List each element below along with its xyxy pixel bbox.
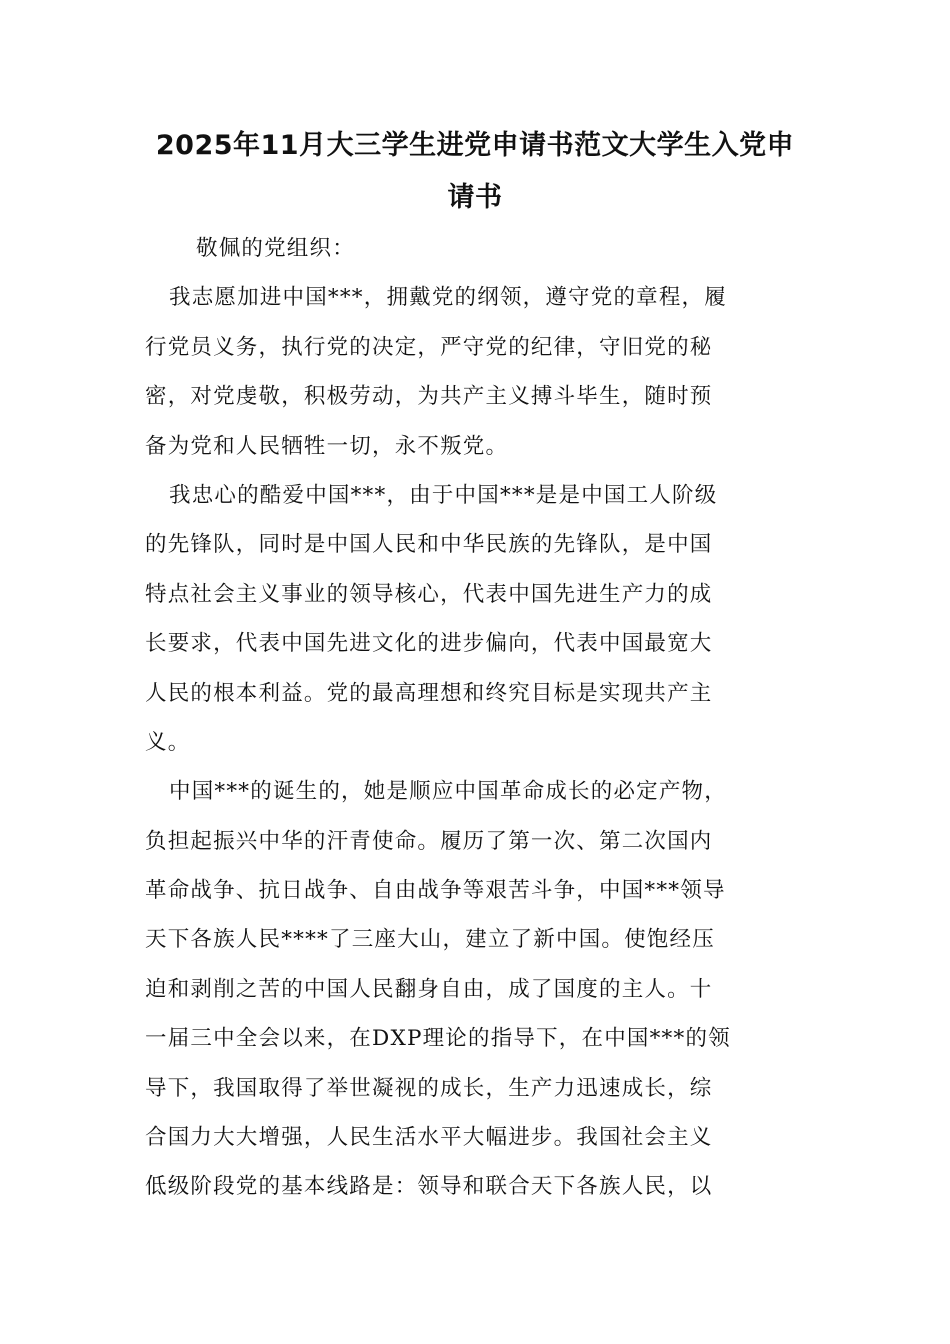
paragraph-3-line-5: 迫和剥削之苦的中国人民翻身自由，成了国度的主人。十 xyxy=(145,976,713,1002)
paragraph-3-line-1: 中国***的诞生的，她是顺应中国革命成长的必定产物， xyxy=(169,779,727,805)
paragraph-3-line-7: 导下，我国取得了举世凝视的成长，生产力迅速成长，综 xyxy=(145,1075,713,1101)
title-line-2: 请书 xyxy=(447,182,503,213)
salutation: 敬佩的党组织： xyxy=(196,236,355,261)
document-body xyxy=(145,224,805,1212)
paragraph-2-line-1: 我忠心的酷爱中国***，由于中国***是是中国工人阶级 xyxy=(169,482,718,508)
document-title xyxy=(130,120,820,224)
title-line-1: 2025年11月大三学生进党申请书范文大学生入党申 xyxy=(155,130,795,161)
paragraph-2-line-3: 特点社会主义事业的领导核心，代表中国先进生产力的成 xyxy=(145,581,713,607)
paragraph-3-line-6: 一届三中全会以来，在DXP理论的指导下，在中国***的领 xyxy=(145,1026,731,1052)
paragraph-3-line-9: 低级阶段党的基本线路是：领导和联合天下各族人民，以 xyxy=(145,1174,713,1200)
paragraph-1-line-1: 我志愿加进中国***，拥戴党的纲领，遵守党的章程，履 xyxy=(169,285,727,311)
paragraph-3-line-8: 合国力大大增强，人民生活水平大幅进步。我国社会主义 xyxy=(145,1125,713,1151)
paragraph-3-line-2: 负担起振兴中华的汗青使命。履历了第一次、第二次国内 xyxy=(145,828,713,854)
paragraph-1-line-2: 行党员义务，执行党的决定，严守党的纪律，守旧党的秘 xyxy=(145,334,713,360)
paragraph-2-line-4: 长要求，代表中国先进文化的进步偏向，代表中国最宽大 xyxy=(145,631,713,657)
paragraph-1-line-4: 备为党和人民牺牲一切，永不叛党。 xyxy=(145,433,509,459)
paragraph-3-line-4: 天下各族人民****了三座大山，建立了新中国。使饱经压 xyxy=(145,927,715,953)
paragraph-2-line-5: 人民的根本利益。党的最高理想和终究目标是实现共产主 xyxy=(145,680,713,706)
paragraph-2-line-2: 的先锋队，同时是中国人民和中华民族的先锋队，是中国 xyxy=(145,532,713,558)
paragraph-1-line-3: 密，对党虔敬，积极劳动，为共产主义搏斗毕生，随时预 xyxy=(145,384,713,410)
paragraph-2-line-6: 义。 xyxy=(145,729,191,755)
paragraph-3-line-3: 革命战争、抗日战争、自由战争等艰苦斗争，中国***领导 xyxy=(145,878,726,904)
